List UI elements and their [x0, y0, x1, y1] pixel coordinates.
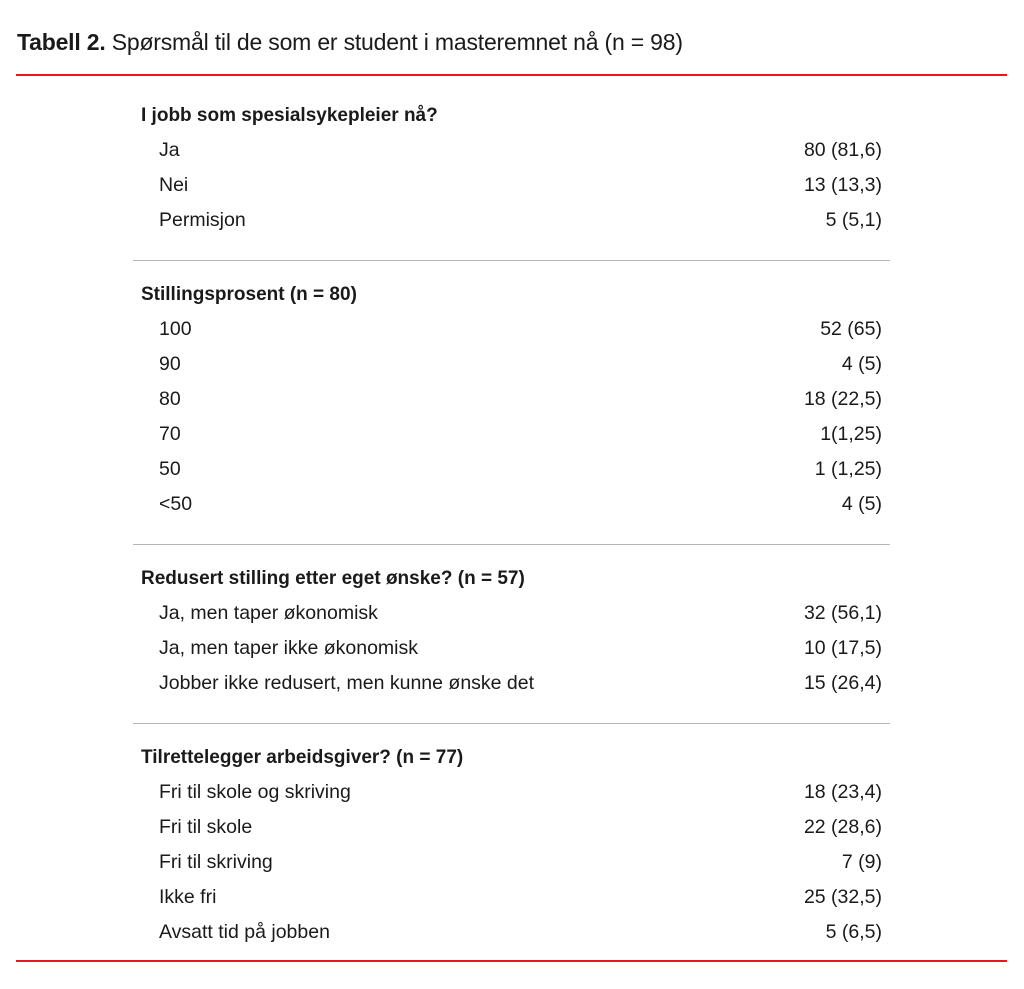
table-section-employer-accommodation: [133, 723, 890, 950]
table-row: [133, 845, 890, 880]
row-label: 100: [159, 318, 192, 340]
row-value: 4 (5): [841, 493, 882, 515]
row-label: Fri til skriving: [159, 851, 273, 873]
section-header: I jobb som spesialsykepleier nå?: [141, 105, 438, 126]
table-row: [133, 775, 890, 810]
table-row: [133, 880, 890, 915]
table-caption: [17, 27, 683, 57]
row-value: 5 (6,5): [825, 921, 882, 943]
table-row: [133, 487, 890, 522]
table-caption-label: Tabell 2.: [17, 29, 106, 55]
row-value: 18 (23,4): [803, 781, 882, 803]
table-row: [133, 631, 890, 666]
table-caption-text: Spørsmål til de som er student i masteremnet nå (n = 98): [105, 29, 683, 55]
row-label: Nei: [159, 174, 189, 196]
row-value: 52 (65): [820, 318, 882, 340]
row-label: Ja, men taper økonomisk: [159, 602, 378, 624]
row-value: 80 (81,6): [803, 139, 882, 161]
row-value: 1 (1,25): [814, 458, 882, 480]
table-row: [133, 417, 890, 452]
row-label: Ikke fri: [159, 886, 217, 908]
bottom-rule: [16, 960, 1007, 962]
row-value: 7 (9): [841, 851, 882, 873]
row-label: Ja, men taper ikke økonomisk: [159, 637, 419, 659]
row-label: <50: [159, 493, 193, 515]
table-row: [133, 915, 890, 950]
row-value: 1(1,25): [820, 423, 882, 445]
row-value: 5 (5,1): [825, 209, 882, 231]
table-row: [133, 133, 890, 168]
row-value: 32 (56,1): [803, 602, 882, 624]
row-label: Avsatt tid på jobben: [159, 921, 330, 943]
row-label: Fri til skole: [159, 816, 253, 838]
table-row: [133, 452, 890, 487]
row-value: 4 (5): [841, 353, 882, 375]
row-label: 80: [159, 388, 181, 410]
table-row: [133, 382, 890, 417]
table-row: [133, 596, 890, 631]
table-row: [133, 666, 890, 701]
section-header: Redusert stilling etter eget ønske? (n = 57): [141, 568, 525, 589]
row-value: 10 (17,5): [803, 637, 882, 659]
row-label: Fri til skole og skriving: [159, 781, 351, 803]
row-label: 70: [159, 423, 181, 445]
top-rule: [16, 74, 1007, 76]
data-table: [133, 98, 890, 950]
row-value: 18 (22,5): [803, 388, 882, 410]
table-section-reduced-position: [133, 544, 890, 723]
row-label: Ja: [159, 139, 180, 161]
row-value: 13 (13,3): [803, 174, 882, 196]
table-row: [133, 810, 890, 845]
table-section-position-percentage: [133, 260, 890, 544]
table-row: [133, 347, 890, 382]
row-value: 15 (26,4): [803, 672, 882, 694]
section-header: Tilrettelegger arbeidsgiver? (n = 77): [141, 747, 464, 768]
table-row: [133, 168, 890, 203]
table-row: [133, 312, 890, 347]
row-label: Jobber ikke redusert, men kunne ønske det: [159, 672, 535, 694]
row-value: 22 (28,6): [803, 816, 882, 838]
section-header: Stillingsprosent (n = 80): [141, 284, 357, 305]
table-section-employment: [133, 98, 890, 260]
row-label: 90: [159, 353, 181, 375]
row-label: Permisjon: [159, 209, 246, 231]
table-row: [133, 203, 890, 238]
row-value: 25 (32,5): [803, 886, 882, 908]
row-label: 50: [159, 458, 181, 480]
